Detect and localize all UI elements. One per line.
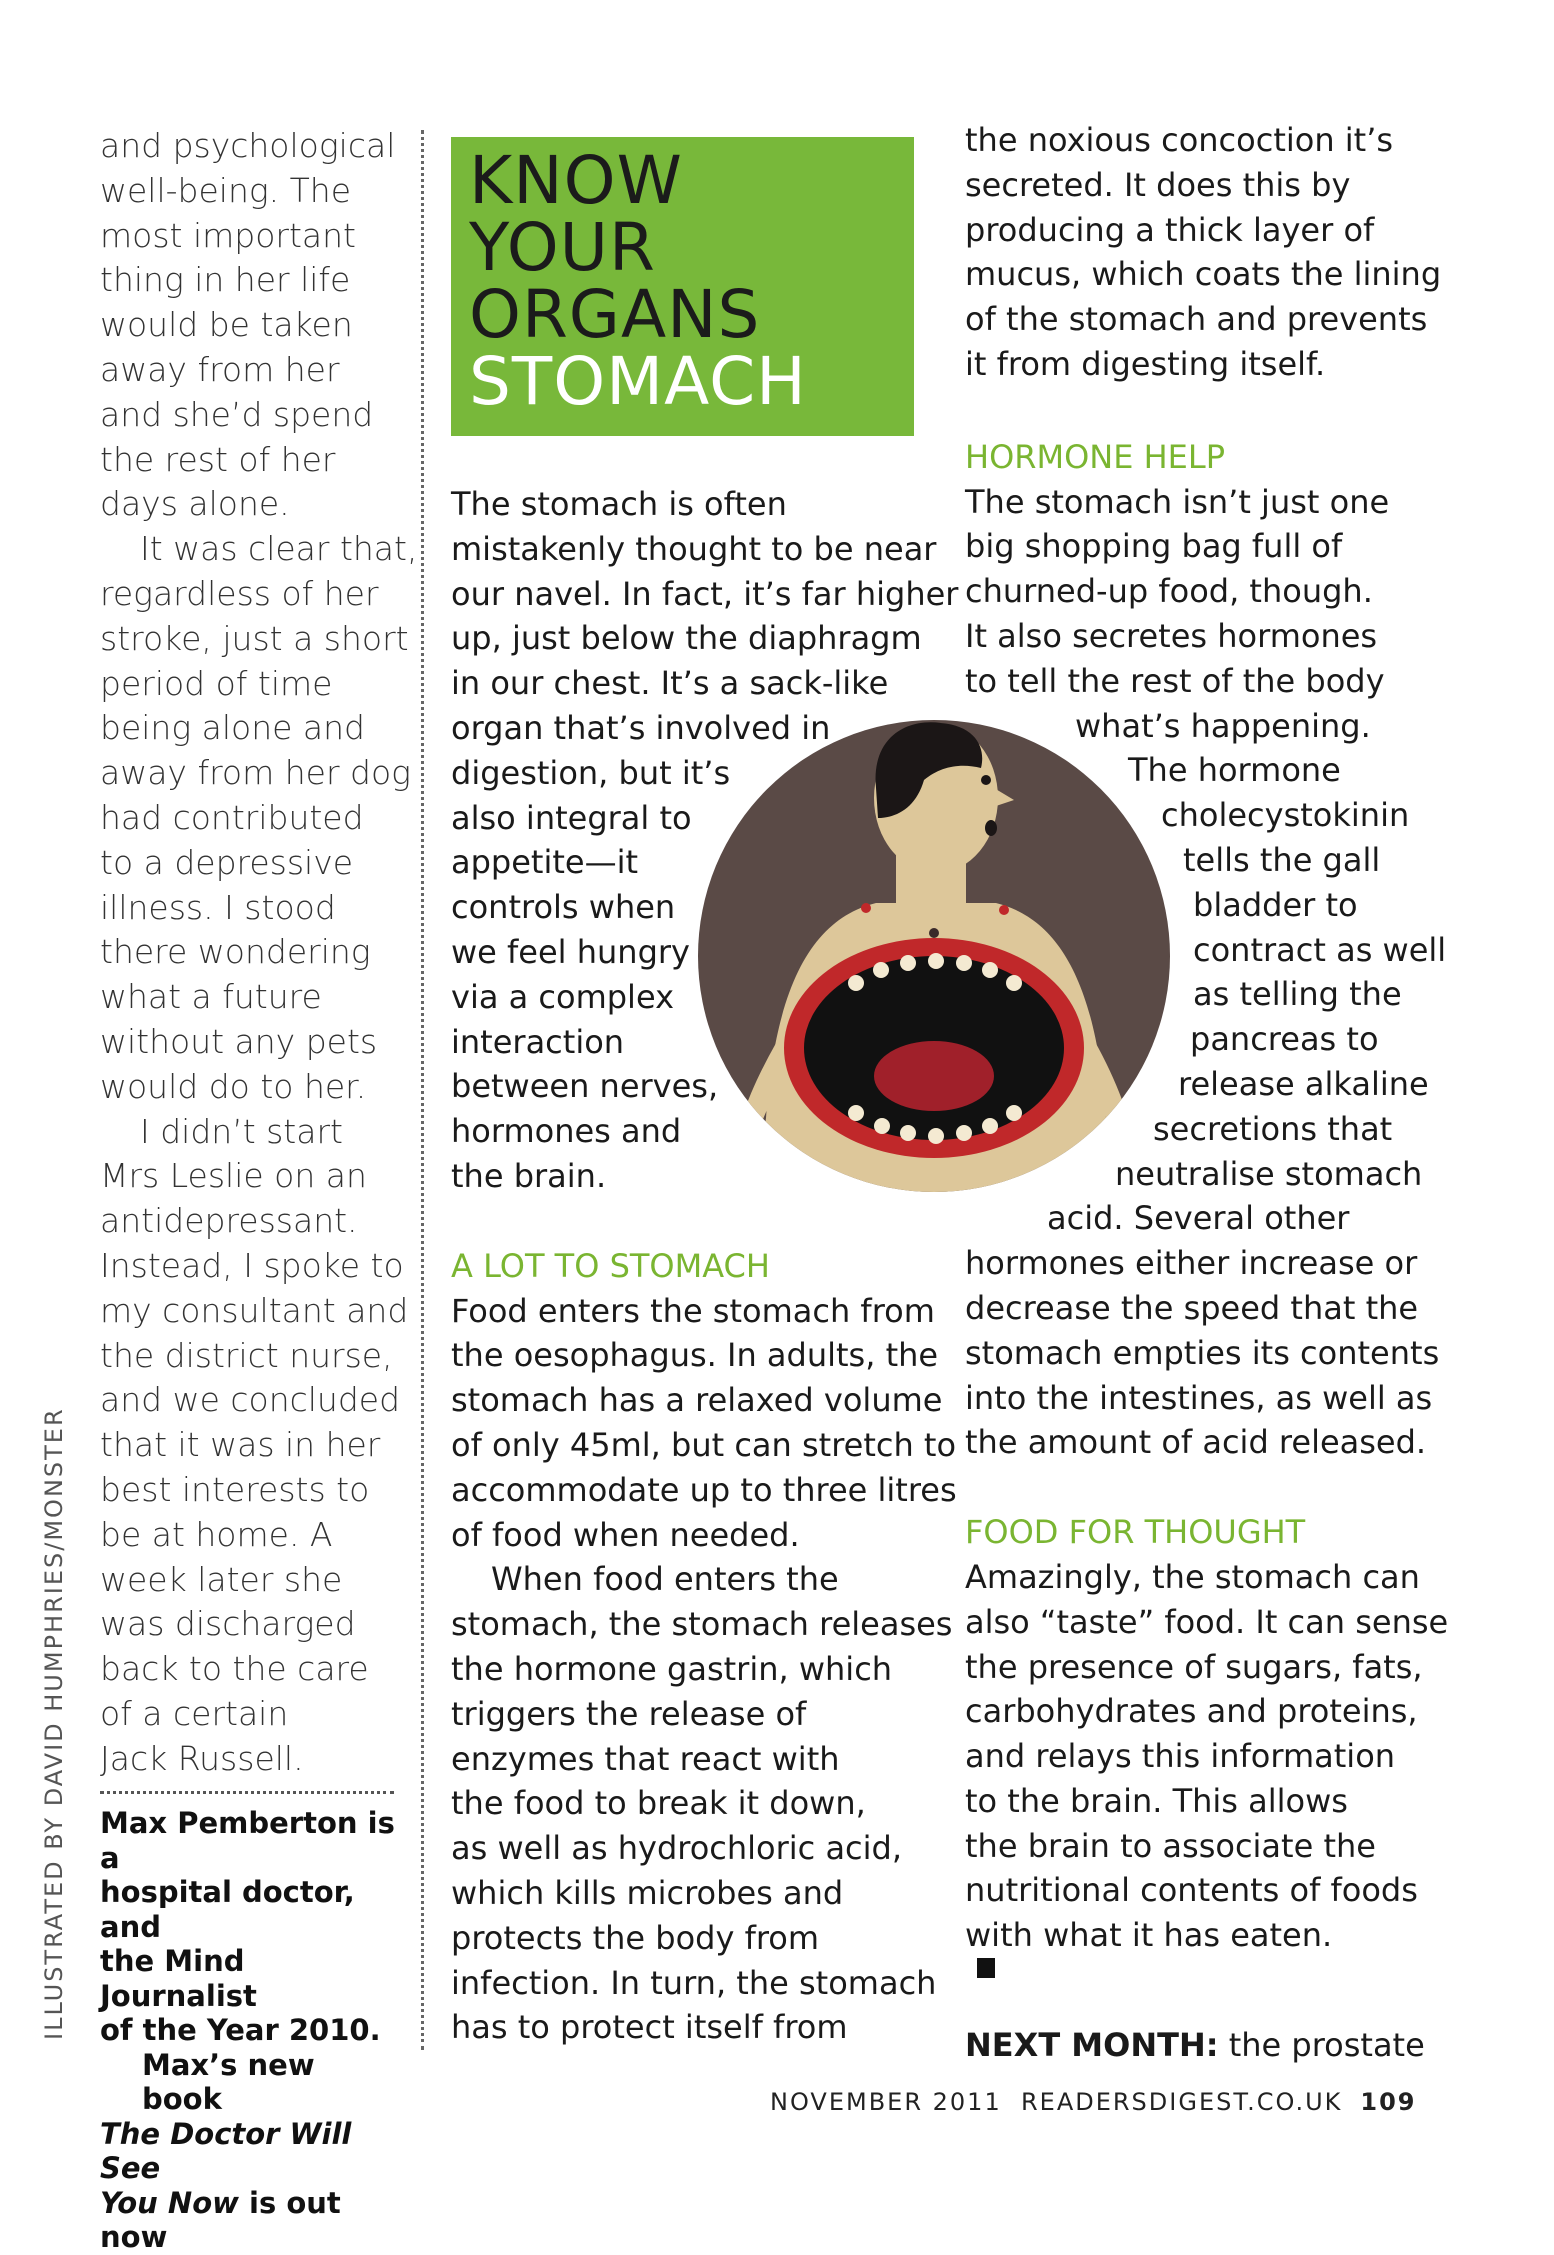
headline-line: ORGANS [469, 276, 761, 353]
bio-suffix: is out now [100, 2185, 341, 2255]
headline-organ: STOMACH [469, 343, 807, 420]
bio-line: hospital doctor, and [100, 1875, 355, 1944]
text-line: also “taste” food. It can sense [965, 1602, 1449, 1641]
text-line: which kills microbes and [451, 1873, 844, 1912]
text-line: controls when [451, 888, 676, 927]
text-line: the brain to associate the [965, 1826, 1376, 1865]
bio-line: Max’s new book [142, 2047, 315, 2117]
text-line: we feel hungry [451, 932, 690, 971]
text-line: nutritional contents of foods [965, 1871, 1418, 1910]
text-line: the presence of sugars, fats, [965, 1647, 1423, 1686]
headline-box [451, 137, 914, 436]
text-line: the brain. [451, 1156, 607, 1195]
text-line: Jack Russell. [100, 1738, 304, 1778]
next-month [965, 2023, 1445, 2068]
text-line: there wondering [100, 932, 371, 972]
text-line: stomach empties its contents [965, 1333, 1440, 1372]
text-line: and we concluded [100, 1380, 401, 1420]
section-text [965, 1555, 1449, 1978]
text-line: best interests to [100, 1469, 370, 1509]
headline-line: KNOW [469, 142, 683, 219]
text-line: neutralise stomach [1115, 1154, 1423, 1193]
text-line: to tell the rest of the body [965, 661, 1385, 700]
text-line: mistakenly thought to be near [451, 529, 937, 568]
text-line: what’s happening. [1075, 706, 1371, 745]
subhead: HORMONE HELP [965, 437, 1226, 476]
text-line: producing a thick layer of [965, 210, 1375, 249]
text-line: and psychological [100, 126, 396, 165]
text-line: stomach, the stomach releases [451, 1605, 953, 1644]
text-line: churned-up food, though. [965, 572, 1373, 611]
text-line: protects the body from [451, 1918, 820, 1957]
text-line: week later she [100, 1559, 343, 1599]
text-line: secreted. It does this by [965, 165, 1351, 204]
text-line: It was clear that, [140, 529, 418, 569]
text-line: days alone. [100, 484, 290, 524]
text-line: of a certain [100, 1693, 289, 1733]
text-line: It also secretes hormones [965, 616, 1378, 655]
text-line: the noxious concoction it’s [965, 121, 1394, 159]
headline-line: YOUR [469, 209, 656, 286]
text-line: up, just below the diaphragm [451, 619, 922, 658]
text-line: regardless of her [100, 573, 379, 613]
book-title: You Now [100, 2185, 239, 2220]
text-line: with what it has eaten. [965, 1916, 1333, 1955]
text-line: The stomach is often [451, 485, 787, 523]
text-line: the rest of her [100, 439, 336, 479]
text-line: carbohydrates and proteins, [965, 1692, 1418, 1731]
text-line: as telling the [1193, 975, 1402, 1014]
man-with-open-mouth-stomach-icon [696, 718, 1172, 1194]
text-line: pancreas to [1190, 1020, 1379, 1059]
end-mark-icon [977, 1958, 995, 1978]
text-line: contract as well [1193, 930, 1447, 969]
text-line: infection. In turn, the stomach [451, 1963, 937, 2002]
text-line: would be taken [100, 305, 353, 345]
bio-line: Max Pemberton is a [100, 1806, 395, 1875]
column-divider [421, 130, 424, 2050]
text-line: tells the gall [1183, 840, 1381, 879]
text-line: Food enters the stomach from [451, 1291, 935, 1330]
text-line: via a complex [451, 977, 674, 1016]
text-line: When food enters the [491, 1560, 839, 1599]
text-line: had contributed [100, 797, 364, 837]
text-line: organ that’s involved in [451, 708, 831, 747]
text-line: Mrs Leslie on an [100, 1156, 367, 1196]
text-line: hormones either increase or [965, 1244, 1418, 1283]
text-line: in our chest. It’s a sack-like [451, 664, 889, 703]
text-line: I didn’t start [140, 1111, 343, 1151]
page-footer [770, 2088, 1417, 2116]
text-line: of food when needed. [451, 1515, 800, 1554]
text-line: mucus, which coats the lining [965, 255, 1442, 294]
text-line: the oesophagus. In adults, the [451, 1336, 939, 1375]
subhead: FOOD FOR THOUGHT [965, 1513, 1306, 1552]
text-line: and she’d spend [100, 394, 374, 434]
text-line: the amount of acid released. [965, 1423, 1427, 1462]
column-1 [100, 124, 418, 2255]
next-month-topic: the prostate [1218, 2026, 1425, 2065]
footer-issue-site: NOVEMBER 2011 READERSDIGEST.CO.UK [770, 2088, 1343, 2116]
text-line: to the brain. This allows [965, 1781, 1348, 1820]
book-title: The Doctor Will See [100, 2116, 352, 2186]
text-line: The hormone [1128, 751, 1341, 790]
text-line: Amazingly, the stomach can [965, 1557, 1420, 1596]
text-line: to a depressive [100, 842, 354, 882]
continued-text [965, 118, 1445, 387]
text-line: the district nurse, [100, 1335, 393, 1375]
text-line: away from her dog [100, 753, 411, 793]
text-line: being alone and [100, 708, 365, 748]
text-line: triggers the release of [451, 1694, 807, 1733]
text-line: as well as hydrochloric acid, [451, 1829, 903, 1868]
text-line: well-being. The [100, 170, 352, 210]
page-number: 109 [1360, 2088, 1417, 2116]
text-line: that it was in her [100, 1425, 381, 1465]
text-line: illness. I stood [100, 887, 336, 927]
illustration-credit: ILLUSTRATED BY DAVID HUMPHRIES/MONSTER [40, 1407, 68, 2040]
text-line: would do to her. [100, 1066, 367, 1106]
text-line: release alkaline [1178, 1064, 1429, 1103]
text-line: most important [100, 215, 356, 255]
text-line: big shopping bag full of [965, 527, 1343, 566]
bio-line: of the Year 2010. [100, 2013, 381, 2048]
text-line: away from her [100, 349, 340, 389]
text-line: secretions that [1153, 1109, 1393, 1148]
text-line: period of time [100, 663, 333, 703]
text-line: into the intestines, as well as [965, 1378, 1433, 1417]
text-line: Instead, I spoke to [100, 1245, 404, 1285]
text-line: also integral to [451, 798, 692, 837]
text-line: has to protect itself from [451, 2008, 848, 2047]
subhead: A LOT TO STOMACH [451, 1246, 770, 1285]
text-line: accommodate up to three litres [451, 1470, 957, 1509]
text-line: back to the care [100, 1649, 369, 1689]
author-bio [100, 1806, 400, 2255]
text-line: decrease the speed that the [965, 1288, 1419, 1327]
text-line: antidepressant. [100, 1201, 358, 1241]
text-line: appetite—it [451, 843, 639, 882]
text-line: the hormone gastrin, which [451, 1649, 893, 1688]
text-line: enzymes that react with [451, 1739, 840, 1778]
text-line: hormones and [451, 1112, 682, 1151]
text-line: be at home. A [100, 1514, 333, 1554]
text-line: acid. Several other [1047, 1199, 1350, 1238]
text-line: interaction [451, 1022, 625, 1061]
text-line: my consultant and [100, 1290, 409, 1330]
text-line: between nerves, [451, 1067, 719, 1106]
text-line: stroke, just a short [100, 618, 409, 658]
text-line: stomach has a relaxed volume [451, 1381, 943, 1420]
text-line: the food to break it down, [451, 1784, 866, 1823]
text-line: it from digesting itself. [965, 344, 1326, 383]
text-line: The stomach isn’t just one [965, 482, 1390, 521]
text-line: bladder to [1193, 885, 1358, 924]
next-month-label: NEXT MONTH: [965, 2026, 1219, 2065]
bio-divider [100, 1791, 394, 1794]
text-line: our navel. In fact, it’s far higher [451, 574, 959, 613]
text-line: was discharged [100, 1604, 356, 1644]
text-line: thing in her life [100, 260, 351, 300]
text-line: of only 45ml, but can stretch to [451, 1425, 957, 1464]
text-line: digestion, but it’s [451, 753, 731, 792]
text-line: and relays this information [965, 1737, 1396, 1776]
text-line: without any pets [100, 1021, 378, 1061]
bio-line: the Mind Journalist [100, 1944, 257, 2013]
section-text [451, 1289, 957, 2051]
column-1-text [100, 124, 418, 1781]
text-line: cholecystokinin [1161, 796, 1410, 835]
text-line: of the stomach and prevents [965, 300, 1428, 339]
text-line: what a future [100, 977, 322, 1017]
